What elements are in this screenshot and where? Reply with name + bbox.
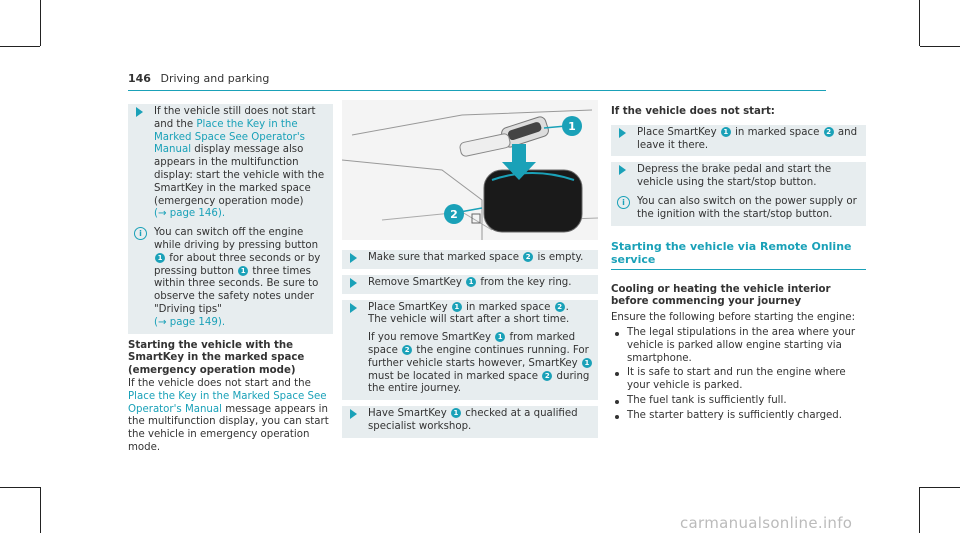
crop-mark [40, 487, 41, 533]
console-illustration [342, 100, 598, 240]
badge-1: 1 [451, 408, 461, 418]
step-arrow-icon [619, 165, 626, 175]
page-number: 146 [128, 72, 151, 85]
badge-1: 1 [721, 127, 731, 137]
display-message-link[interactable]: Place the Key in the Marked Space See Operator's Manual [154, 118, 305, 156]
page-header [128, 72, 269, 85]
step-arrow-icon [350, 409, 357, 419]
watermark: carmanualsonline.info [680, 514, 853, 532]
badge-1: 1 [452, 302, 462, 312]
column-middle [342, 100, 598, 444]
badge-1: 1 [495, 332, 505, 342]
crop-mark [919, 0, 920, 46]
step-item: Have SmartKey 1 checked at a qualified specialist workshop. [342, 406, 598, 438]
callout-1: 1 [568, 120, 576, 133]
header-rule [128, 90, 826, 91]
step-item: If the vehicle still does not start and the Place the Key in the Marked Space See Operator's Manual display message also appears in the multifunction display: start the vehicle with the SmartKey in the marked space (emergency operation mode) (→ page 146). [128, 104, 333, 225]
badge-2: 2 [542, 371, 552, 381]
info-note: i You can switch off the engine while driving by pressing button 1 for about three seconds or by pressing button 1 three times within three seconds. Be sure to observe the safety notes under "Driving tips" (→ page 149). [128, 225, 333, 333]
step-arrow-icon [350, 278, 357, 288]
badge-2: 2 [824, 127, 834, 137]
list-item: It is safe to start and run the engine where your vehicle is parked. [611, 367, 866, 393]
badge-1: 1 [466, 277, 476, 287]
page-ref-link[interactable]: (→ page 149). [154, 316, 226, 328]
column-left [128, 104, 333, 457]
crop-mark [920, 487, 960, 488]
step-item: Place SmartKey 1 in marked space 2 and leave it there. [611, 125, 866, 157]
intro-text: Ensure the following before starting the engine: [611, 312, 856, 324]
info-icon: i [134, 227, 147, 240]
page-ref-link[interactable]: (→ page 146). [154, 208, 226, 220]
step-item: Depress the brake pedal and start the vehicle using the start/stop button. [611, 162, 866, 194]
subsection-heading: If the vehicle does not start: [611, 106, 775, 117]
section-name: Driving and parking [160, 72, 270, 85]
list-item: The legal stipulations in the area where your vehicle is parked allow engine starting via smartphone. [611, 327, 866, 365]
subsection-title: Cooling or heating the vehicle interior before commencing your journey [611, 283, 831, 308]
list-item: The starter battery is sufficiently charged. [611, 410, 866, 423]
step-arrow-icon [350, 253, 357, 263]
requirements-list [611, 327, 866, 423]
section-title: Starting the vehicle via Remote Online service [611, 240, 866, 270]
step-item: Remove SmartKey 1 from the key ring. [342, 275, 598, 294]
info-icon: i [617, 196, 630, 209]
step-item: Make sure that marked space 2 is empty. [342, 250, 598, 269]
step-arrow-icon [350, 303, 357, 313]
callout-2: 2 [450, 208, 458, 221]
crop-mark [919, 487, 920, 533]
crop-mark [40, 0, 41, 46]
step-arrow-icon [136, 107, 143, 117]
subsection-heading: Starting the vehicle with the SmartKey in the marked space (emergency operation mode) [128, 339, 305, 377]
column-right [611, 104, 866, 425]
badge-2: 2 [555, 302, 565, 312]
badge-1: 1 [582, 358, 592, 368]
badge-1: 1 [155, 253, 165, 263]
paragraph: If the vehicle does not start and the Place the Key in the Marked Space See Operator's Manual message appears in the multifunction display, you can start the vehicle in emergency operation mode. [128, 377, 329, 453]
badge-2: 2 [523, 252, 533, 262]
badge-2: 2 [402, 345, 412, 355]
step-item: Place SmartKey 1 in marked space 2 . The vehicle will start after a short time. If you remove SmartKey 1 from marked space 2 the engine continues running. For further vehicle starts however, SmartKey 1 must be located in marked space 2 during the entire journey. [342, 300, 598, 401]
list-item: The fuel tank is sufficiently full. [611, 395, 866, 408]
info-note: i You can also switch on the power supply or the ignition with the start/stop button. [611, 194, 866, 226]
badge-1: 1 [238, 266, 248, 276]
crop-mark [920, 46, 960, 47]
crop-mark [0, 487, 40, 488]
crop-mark [0, 46, 40, 47]
display-message-link[interactable]: Place the Key in the Marked Space See Operator's Manual [128, 390, 327, 415]
step-arrow-icon [619, 128, 626, 138]
